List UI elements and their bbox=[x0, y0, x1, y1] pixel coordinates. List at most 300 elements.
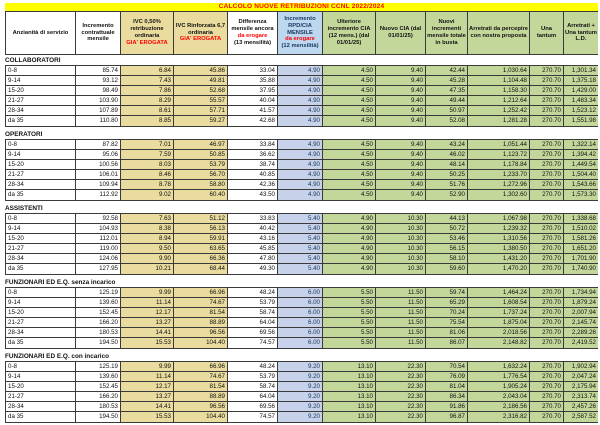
cell-ivc-rinforzata: 88.89 bbox=[174, 318, 228, 327]
cell-incremento-rpd-cia: 5.40 bbox=[278, 244, 323, 253]
table-row bbox=[6, 382, 597, 392]
column-header-ivc-rinforzata bbox=[174, 12, 228, 54]
cell-arretrati-una-tantum: 1,740.90 bbox=[564, 264, 598, 274]
row-label: 0-8 bbox=[6, 214, 76, 223]
cell-ivc-rinforzata: 50.85 bbox=[174, 150, 228, 159]
row-label: 9-14 bbox=[6, 372, 76, 381]
cell-ivc-rinforzata: 74.67 bbox=[174, 298, 228, 307]
header-row bbox=[5, 11, 598, 55]
cell-incremento-rpd-cia: 4.90 bbox=[278, 140, 323, 149]
cell-nuovi-incrementi-totale: 56.15 bbox=[426, 244, 468, 253]
section-table-assistenti bbox=[5, 213, 598, 275]
section-title-collaboratori: COLLABORATORI bbox=[5, 57, 61, 64]
row-label: da 35 bbox=[6, 412, 76, 422]
cell-arretrati-proposta: 1,030.64 bbox=[468, 66, 530, 75]
cell-una-tantum: 270.70 bbox=[530, 140, 564, 149]
cell-differenza-mensile: 74.57 bbox=[228, 412, 278, 422]
cell-arretrati-proposta: 1,239.32 bbox=[468, 224, 530, 233]
cell-ivc-rinforzata: 59.91 bbox=[174, 234, 228, 243]
cell-arretrati-proposta: 1,067.98 bbox=[468, 214, 530, 223]
cell-nuovi-incrementi-totale: 44.13 bbox=[426, 214, 468, 223]
row-label: 21-27 bbox=[6, 244, 76, 253]
cell-ulteriore-incremento-cia: 4.90 bbox=[323, 234, 376, 243]
row-label: 9-14 bbox=[6, 150, 76, 159]
cell-nuovo-cia: 11.50 bbox=[376, 308, 426, 317]
cell-differenza-mensile: 43.50 bbox=[228, 190, 278, 200]
cell-incremento-rpd-cia: 9.20 bbox=[278, 402, 323, 411]
cell-ulteriore-incremento-cia: 4.50 bbox=[323, 66, 376, 75]
cell-differenza-mensile: 41.57 bbox=[228, 106, 278, 115]
cell-incremento-rpd-cia: 4.90 bbox=[278, 66, 323, 75]
cell-incremento-rpd-cia: 9.20 bbox=[278, 382, 323, 391]
cell-arretrati-una-tantum: 2,047.24 bbox=[564, 372, 598, 381]
cell-ivc-050: 14.41 bbox=[121, 328, 174, 337]
cell-ulteriore-incremento-cia: 4.50 bbox=[323, 190, 376, 200]
cell-differenza-mensile: 48.24 bbox=[228, 362, 278, 371]
cell-nuovo-cia: 10.30 bbox=[376, 254, 426, 263]
cell-differenza-mensile: 40.85 bbox=[228, 170, 278, 179]
cell-differenza-mensile: 53.79 bbox=[228, 298, 278, 307]
cell-ivc-050: 7.63 bbox=[121, 214, 174, 223]
column-header-anzianita bbox=[6, 12, 76, 54]
cell-ulteriore-incremento-cia: 4.50 bbox=[323, 170, 376, 179]
cell-nuovo-cia: 9.40 bbox=[376, 116, 426, 126]
column-header-segment: Arretrati da percepire con nostra proposta bbox=[469, 26, 528, 39]
cell-incremento-rpd-cia: 4.90 bbox=[278, 170, 323, 179]
cell-incremento-contrattuale: 152.45 bbox=[76, 308, 121, 317]
row-label: 28-34 bbox=[6, 180, 76, 189]
row-label: da 35 bbox=[6, 190, 76, 200]
cell-differenza-mensile: 38.74 bbox=[228, 160, 278, 169]
cell-nuovo-cia: 9.40 bbox=[376, 106, 426, 115]
column-header-segment: Arretrati + Una tantum L.D. bbox=[565, 22, 597, 43]
cell-ivc-050: 7.43 bbox=[121, 76, 174, 85]
column-header-incremento-rpd-cia bbox=[278, 12, 323, 54]
table-row bbox=[6, 308, 597, 318]
cell-nuovi-incrementi-totale: 49.44 bbox=[426, 96, 468, 105]
cell-differenza-mensile: 35.88 bbox=[228, 76, 278, 85]
cell-incremento-rpd-cia: 5.40 bbox=[278, 234, 323, 243]
cell-una-tantum: 270.70 bbox=[530, 298, 564, 307]
cell-incremento-rpd-cia: 4.90 bbox=[278, 116, 323, 126]
cell-differenza-mensile: 48.24 bbox=[228, 288, 278, 297]
cell-nuovo-cia: 22.30 bbox=[376, 382, 426, 391]
table-row bbox=[6, 96, 597, 106]
cell-nuovo-cia: 9.40 bbox=[376, 140, 426, 149]
column-header-segment: GIA' EROGATA bbox=[126, 39, 168, 46]
cell-nuovo-cia: 11.50 bbox=[376, 288, 426, 297]
column-header-segment: GIA' EROGATA bbox=[179, 36, 222, 43]
section-table-operatori bbox=[5, 139, 598, 201]
column-header-differenza-mensile bbox=[228, 12, 278, 54]
cell-arretrati-una-tantum: 1,301.34 bbox=[564, 66, 598, 75]
cell-arretrati-proposta: 2,018.56 bbox=[468, 328, 530, 337]
cell-incremento-contrattuale: 109.94 bbox=[76, 180, 121, 189]
cell-incremento-contrattuale: 107.89 bbox=[76, 106, 121, 115]
cell-arretrati-proposta: 1,431.20 bbox=[468, 254, 530, 263]
cell-una-tantum: 270.70 bbox=[530, 412, 564, 422]
row-label: 15-20 bbox=[6, 308, 76, 317]
cell-ulteriore-incremento-cia: 4.50 bbox=[323, 180, 376, 189]
cell-differenza-mensile: 49.30 bbox=[228, 264, 278, 274]
cell-arretrati-una-tantum: 2,313.74 bbox=[564, 392, 598, 401]
cell-differenza-mensile: 40.42 bbox=[228, 224, 278, 233]
column-header-segment: da erogare bbox=[285, 36, 315, 43]
cell-ivc-rinforzata: 56.13 bbox=[174, 224, 228, 233]
cell-ivc-050: 8.38 bbox=[121, 224, 174, 233]
cell-nuovi-incrementi-totale: 70.24 bbox=[426, 308, 468, 317]
cell-differenza-mensile: 58.74 bbox=[228, 308, 278, 317]
cell-differenza-mensile: 45.85 bbox=[228, 244, 278, 253]
cell-una-tantum: 270.70 bbox=[530, 328, 564, 337]
cell-ivc-050: 9.99 bbox=[121, 362, 174, 371]
cell-nuovi-incrementi-totale: 47.35 bbox=[426, 86, 468, 95]
cell-nuovo-cia: 9.40 bbox=[376, 150, 426, 159]
cell-arretrati-una-tantum: 1,543.66 bbox=[564, 180, 598, 189]
cell-incremento-rpd-cia: 5.40 bbox=[278, 264, 323, 274]
cell-ivc-rinforzata: 53.79 bbox=[174, 160, 228, 169]
column-header-ivc-050 bbox=[121, 12, 174, 54]
cell-una-tantum: 270.70 bbox=[530, 224, 564, 233]
cell-incremento-contrattuale: 112.01 bbox=[76, 234, 121, 243]
cell-nuovi-incrementi-totale: 70.54 bbox=[426, 362, 468, 371]
cell-ivc-050: 7.59 bbox=[121, 150, 174, 159]
cell-incremento-rpd-cia: 5.40 bbox=[278, 254, 323, 263]
cell-nuovi-incrementi-totale: 42.44 bbox=[426, 66, 468, 75]
cell-ivc-050: 13.27 bbox=[121, 318, 174, 327]
cell-una-tantum: 270.70 bbox=[530, 362, 564, 371]
cell-incremento-contrattuale: 87.82 bbox=[76, 140, 121, 149]
cell-nuovo-cia: 22.30 bbox=[376, 412, 426, 422]
cell-arretrati-una-tantum: 2,007.94 bbox=[564, 308, 598, 317]
cell-arretrati-proposta: 1,123.72 bbox=[468, 150, 530, 159]
cell-una-tantum: 270.70 bbox=[530, 190, 564, 200]
cell-una-tantum: 270.70 bbox=[530, 382, 564, 391]
cell-arretrati-proposta: 1,178.84 bbox=[468, 160, 530, 169]
cell-arretrati-una-tantum: 1,701.90 bbox=[564, 254, 598, 263]
section-table-collaboratori bbox=[5, 65, 598, 127]
cell-nuovo-cia: 10.30 bbox=[376, 264, 426, 274]
cell-ulteriore-incremento-cia: 4.50 bbox=[323, 96, 376, 105]
column-header-segment: da erogare bbox=[237, 33, 268, 39]
row-label: 0-8 bbox=[6, 288, 76, 297]
cell-arretrati-proposta: 1,212.64 bbox=[468, 96, 530, 105]
cell-ulteriore-incremento-cia: 4.50 bbox=[323, 106, 376, 115]
cell-nuovi-incrementi-totale: 50.97 bbox=[426, 106, 468, 115]
cell-ivc-050: 8.85 bbox=[121, 116, 174, 126]
cell-incremento-rpd-cia: 4.90 bbox=[278, 150, 323, 159]
cell-nuovi-incrementi-totale: 81.06 bbox=[426, 328, 468, 337]
cell-incremento-rpd-cia: 6.00 bbox=[278, 318, 323, 327]
cell-incremento-rpd-cia: 4.90 bbox=[278, 76, 323, 85]
cell-nuovo-cia: 22.30 bbox=[376, 392, 426, 401]
cell-una-tantum: 270.70 bbox=[530, 392, 564, 401]
cell-ivc-rinforzata: 63.65 bbox=[174, 244, 228, 253]
cell-incremento-contrattuale: 119.00 bbox=[76, 244, 121, 253]
cell-nuovo-cia: 11.50 bbox=[376, 298, 426, 307]
cell-nuovi-incrementi-totale: 81.04 bbox=[426, 382, 468, 391]
cell-differenza-mensile: 58.74 bbox=[228, 382, 278, 391]
cell-nuovi-incrementi-totale: 48.14 bbox=[426, 160, 468, 169]
table-row bbox=[6, 392, 597, 402]
column-header-segment: Nuovi incrementi mensile totale in busta bbox=[427, 19, 466, 46]
cell-arretrati-una-tantum: 1,573.30 bbox=[564, 190, 598, 200]
cell-arretrati-una-tantum: 2,175.94 bbox=[564, 382, 598, 391]
cell-differenza-mensile: 36.62 bbox=[228, 150, 278, 159]
cell-una-tantum: 270.70 bbox=[530, 372, 564, 381]
cell-incremento-contrattuale: 103.90 bbox=[76, 96, 121, 105]
cell-ulteriore-incremento-cia: 13.10 bbox=[323, 412, 376, 422]
cell-nuovo-cia: 22.30 bbox=[376, 372, 426, 381]
cell-ulteriore-incremento-cia: 13.10 bbox=[323, 372, 376, 381]
cell-ivc-050: 12.17 bbox=[121, 308, 174, 317]
row-label: 15-20 bbox=[6, 382, 76, 391]
cell-ivc-050: 7.01 bbox=[121, 140, 174, 149]
cell-ivc-rinforzata: 58.80 bbox=[174, 180, 228, 189]
cell-una-tantum: 270.70 bbox=[530, 264, 564, 274]
cell-nuovi-incrementi-totale: 96.87 bbox=[426, 412, 468, 422]
column-header-una-tantum bbox=[530, 12, 564, 54]
cell-ivc-050: 8.78 bbox=[121, 180, 174, 189]
cell-ulteriore-incremento-cia: 4.50 bbox=[323, 76, 376, 85]
cell-arretrati-proposta: 2,186.56 bbox=[468, 402, 530, 411]
cell-una-tantum: 270.70 bbox=[530, 86, 564, 95]
cell-ivc-050: 8.94 bbox=[121, 234, 174, 243]
column-header-segment: Incremento RPD/CIA MENSILE bbox=[284, 15, 316, 36]
table-row bbox=[6, 254, 597, 264]
cell-arretrati-una-tantum: 1,651.20 bbox=[564, 244, 598, 253]
section-title-assistenti: ASSISTENTI bbox=[5, 205, 43, 212]
cell-incremento-contrattuale: 125.19 bbox=[76, 362, 121, 371]
cell-incremento-rpd-cia: 6.00 bbox=[278, 288, 323, 297]
cell-differenza-mensile: 74.57 bbox=[228, 338, 278, 348]
column-header-nuovi-incrementi-totale bbox=[426, 12, 468, 54]
cell-ulteriore-incremento-cia: 4.90 bbox=[323, 264, 376, 274]
table-row bbox=[6, 224, 597, 234]
cell-nuovi-incrementi-totale: 91.86 bbox=[426, 402, 468, 411]
cell-nuovo-cia: 9.40 bbox=[376, 76, 426, 85]
cell-ivc-rinforzata: 81.54 bbox=[174, 382, 228, 391]
table-row bbox=[6, 66, 597, 76]
cell-nuovi-incrementi-totale: 50.25 bbox=[426, 170, 468, 179]
cell-nuovi-incrementi-totale: 76.09 bbox=[426, 372, 468, 381]
cell-incremento-rpd-cia: 5.40 bbox=[278, 214, 323, 223]
cell-ivc-050: 9.90 bbox=[121, 254, 174, 263]
cell-arretrati-una-tantum: 1,581.26 bbox=[564, 234, 598, 243]
cell-arretrati-proposta: 1,737.24 bbox=[468, 308, 530, 317]
cell-nuovi-incrementi-totale: 86.34 bbox=[426, 392, 468, 401]
row-label: 21-27 bbox=[6, 392, 76, 401]
table-row bbox=[6, 328, 597, 338]
column-header-segment: Una tantum bbox=[536, 26, 557, 39]
table-row bbox=[6, 160, 597, 170]
cell-arretrati-proposta: 1,302.60 bbox=[468, 190, 530, 200]
cell-incremento-contrattuale: 98.49 bbox=[76, 86, 121, 95]
cell-una-tantum: 270.70 bbox=[530, 116, 564, 126]
cell-incremento-contrattuale: 124.06 bbox=[76, 254, 121, 263]
table-row bbox=[6, 402, 597, 412]
cell-nuovi-incrementi-totale: 86.07 bbox=[426, 338, 468, 348]
cell-differenza-mensile: 33.04 bbox=[228, 66, 278, 75]
cell-arretrati-una-tantum: 1,551.98 bbox=[564, 116, 598, 126]
cell-ivc-rinforzata: 45.86 bbox=[174, 66, 228, 75]
cell-ivc-rinforzata: 104.40 bbox=[174, 412, 228, 422]
cell-nuovi-incrementi-totale: 75.54 bbox=[426, 318, 468, 327]
cell-nuovo-cia: 9.40 bbox=[376, 86, 426, 95]
column-header-segment: IVC Rinforzata 6,7 ordinaria bbox=[175, 22, 226, 36]
cell-differenza-mensile: 53.79 bbox=[228, 372, 278, 381]
cell-una-tantum: 270.70 bbox=[530, 214, 564, 223]
cell-incremento-contrattuale: 194.50 bbox=[76, 338, 121, 348]
cell-ulteriore-incremento-cia: 4.90 bbox=[323, 214, 376, 223]
cell-ulteriore-incremento-cia: 5.50 bbox=[323, 308, 376, 317]
cell-una-tantum: 270.70 bbox=[530, 288, 564, 297]
cell-incremento-contrattuale: 125.19 bbox=[76, 288, 121, 297]
cell-nuovo-cia: 11.50 bbox=[376, 318, 426, 327]
cell-differenza-mensile: 43.16 bbox=[228, 234, 278, 243]
cell-ivc-rinforzata: 57.71 bbox=[174, 106, 228, 115]
section-title-funzionari-ed-e-q-con-incarico: FUNZIONARI ED E.Q. con incarico bbox=[5, 353, 110, 360]
cell-nuovi-incrementi-totale: 43.24 bbox=[426, 140, 468, 149]
cell-differenza-mensile: 47.80 bbox=[228, 254, 278, 263]
cell-ulteriore-incremento-cia: 5.50 bbox=[323, 288, 376, 297]
cell-incremento-contrattuale: 100.56 bbox=[76, 160, 121, 169]
cell-ivc-rinforzata: 66.36 bbox=[174, 254, 228, 263]
cell-ivc-rinforzata: 74.67 bbox=[174, 372, 228, 381]
cell-ivc-050: 11.14 bbox=[121, 372, 174, 381]
row-label: 21-27 bbox=[6, 96, 76, 105]
cell-arretrati-una-tantum: 1,483.34 bbox=[564, 96, 598, 105]
cell-ulteriore-incremento-cia: 4.50 bbox=[323, 160, 376, 169]
cell-incremento-contrattuale: 152.45 bbox=[76, 382, 121, 391]
table-row bbox=[6, 362, 597, 372]
row-label: 15-20 bbox=[6, 234, 76, 243]
table-row bbox=[6, 116, 597, 126]
cell-arretrati-proposta: 2,043.04 bbox=[468, 392, 530, 401]
table-row bbox=[6, 372, 597, 382]
cell-ivc-050: 8.61 bbox=[121, 106, 174, 115]
cell-ulteriore-incremento-cia: 5.50 bbox=[323, 298, 376, 307]
row-label: 28-34 bbox=[6, 254, 76, 263]
cell-nuovo-cia: 9.40 bbox=[376, 96, 426, 105]
cell-differenza-mensile: 42.36 bbox=[228, 180, 278, 189]
table-row bbox=[6, 234, 597, 244]
column-header-arretrati-proposta bbox=[468, 12, 530, 54]
cell-una-tantum: 270.70 bbox=[530, 318, 564, 327]
column-header-segment: IVC 0,50% retribuzione ordinaria bbox=[130, 19, 164, 39]
page-title: CALCOLO NUOVE RETRIBUZIONI CCNL 2022/2024 bbox=[5, 3, 598, 11]
cell-incremento-rpd-cia: 6.00 bbox=[278, 338, 323, 348]
cell-incremento-contrattuale: 110.80 bbox=[76, 116, 121, 126]
cell-arretrati-una-tantum: 1,902.94 bbox=[564, 362, 598, 371]
cell-nuovo-cia: 11.50 bbox=[376, 338, 426, 348]
cell-ivc-050: 13.27 bbox=[121, 392, 174, 401]
cell-nuovo-cia: 10.30 bbox=[376, 214, 426, 223]
cell-arretrati-proposta: 1,252.42 bbox=[468, 106, 530, 115]
cell-incremento-rpd-cia: 4.90 bbox=[278, 96, 323, 105]
row-label: 28-34 bbox=[6, 106, 76, 115]
cell-ivc-rinforzata: 60.40 bbox=[174, 190, 228, 200]
cell-ulteriore-incremento-cia: 4.90 bbox=[323, 244, 376, 253]
cell-arretrati-proposta: 1,905.24 bbox=[468, 382, 530, 391]
cell-incremento-contrattuale: 85.74 bbox=[76, 66, 121, 75]
column-header-segment: Nuovo CIA (dal 01/01/25) bbox=[379, 26, 422, 39]
cell-nuovo-cia: 9.40 bbox=[376, 180, 426, 189]
cell-ulteriore-incremento-cia: 4.90 bbox=[323, 254, 376, 263]
cell-incremento-contrattuale: 139.60 bbox=[76, 372, 121, 381]
cell-nuovi-incrementi-totale: 53.46 bbox=[426, 234, 468, 243]
cell-arretrati-proposta: 1,310.56 bbox=[468, 234, 530, 243]
cell-arretrati-una-tantum: 2,145.74 bbox=[564, 318, 598, 327]
cell-ivc-050: 14.41 bbox=[121, 402, 174, 411]
cell-una-tantum: 270.70 bbox=[530, 76, 564, 85]
row-label: 28-34 bbox=[6, 328, 76, 337]
cell-una-tantum: 270.70 bbox=[530, 96, 564, 105]
table-row bbox=[6, 140, 597, 150]
cell-una-tantum: 270.70 bbox=[530, 234, 564, 243]
cell-ivc-rinforzata: 66.96 bbox=[174, 362, 228, 371]
table-row bbox=[6, 298, 597, 308]
cell-incremento-contrattuale: 93.12 bbox=[76, 76, 121, 85]
column-header-arretrati-una-tantum bbox=[564, 12, 598, 54]
cell-incremento-rpd-cia: 6.00 bbox=[278, 298, 323, 307]
cell-ivc-rinforzata: 49.81 bbox=[174, 76, 228, 85]
cell-arretrati-proposta: 1,632.24 bbox=[468, 362, 530, 371]
table-row bbox=[6, 338, 597, 348]
row-label: 15-20 bbox=[6, 86, 76, 95]
cell-nuovo-cia: 9.40 bbox=[376, 190, 426, 200]
cell-arretrati-una-tantum: 1,322.14 bbox=[564, 140, 598, 149]
cell-incremento-contrattuale: 180.53 bbox=[76, 328, 121, 337]
cell-incremento-contrattuale: 104.93 bbox=[76, 224, 121, 233]
cell-arretrati-una-tantum: 1,510.02 bbox=[564, 224, 598, 233]
cell-incremento-rpd-cia: 4.90 bbox=[278, 160, 323, 169]
cell-nuovi-incrementi-totale: 59.74 bbox=[426, 288, 468, 297]
table-row bbox=[6, 150, 597, 160]
sections bbox=[5, 56, 598, 423]
cell-ulteriore-incremento-cia: 5.50 bbox=[323, 338, 376, 348]
cell-ivc-050: 8.29 bbox=[121, 96, 174, 105]
cell-arretrati-una-tantum: 1,879.24 bbox=[564, 298, 598, 307]
cell-ivc-050: 10.21 bbox=[121, 264, 174, 274]
cell-ulteriore-incremento-cia: 13.10 bbox=[323, 402, 376, 411]
cell-nuovo-cia: 9.40 bbox=[376, 160, 426, 169]
cell-incremento-rpd-cia: 5.40 bbox=[278, 224, 323, 233]
column-header-segment: Differenza mensile ancora bbox=[231, 19, 274, 33]
table-row bbox=[6, 106, 597, 116]
section-title-funzionari-ed-e-q-senza-incarico: FUNZIONARI ED E.Q. senza incarico bbox=[5, 279, 116, 286]
cell-arretrati-una-tantum: 2,587.52 bbox=[564, 412, 598, 422]
cell-arretrati-una-tantum: 1,375.18 bbox=[564, 76, 598, 85]
table-row bbox=[6, 190, 597, 200]
cell-ivc-050: 8.03 bbox=[121, 160, 174, 169]
cell-arretrati-proposta: 1,272.96 bbox=[468, 180, 530, 189]
cell-ivc-rinforzata: 96.56 bbox=[174, 402, 228, 411]
cell-arretrati-una-tantum: 1,429.00 bbox=[564, 86, 598, 95]
row-label: da 35 bbox=[6, 116, 76, 126]
cell-nuovo-cia: 9.40 bbox=[376, 66, 426, 75]
cell-arretrati-proposta: 1,470.20 bbox=[468, 264, 530, 274]
cell-una-tantum: 270.70 bbox=[530, 254, 564, 263]
column-header-segment: Incremento contrattuale mensile bbox=[81, 22, 115, 43]
table-row bbox=[6, 86, 597, 96]
cell-differenza-mensile: 64.04 bbox=[228, 318, 278, 327]
cell-incremento-rpd-cia: 6.00 bbox=[278, 328, 323, 337]
cell-arretrati-una-tantum: 1,504.40 bbox=[564, 170, 598, 179]
cell-incremento-rpd-cia: 4.90 bbox=[278, 86, 323, 95]
row-label: 9-14 bbox=[6, 224, 76, 233]
cell-arretrati-proposta: 1,608.54 bbox=[468, 298, 530, 307]
